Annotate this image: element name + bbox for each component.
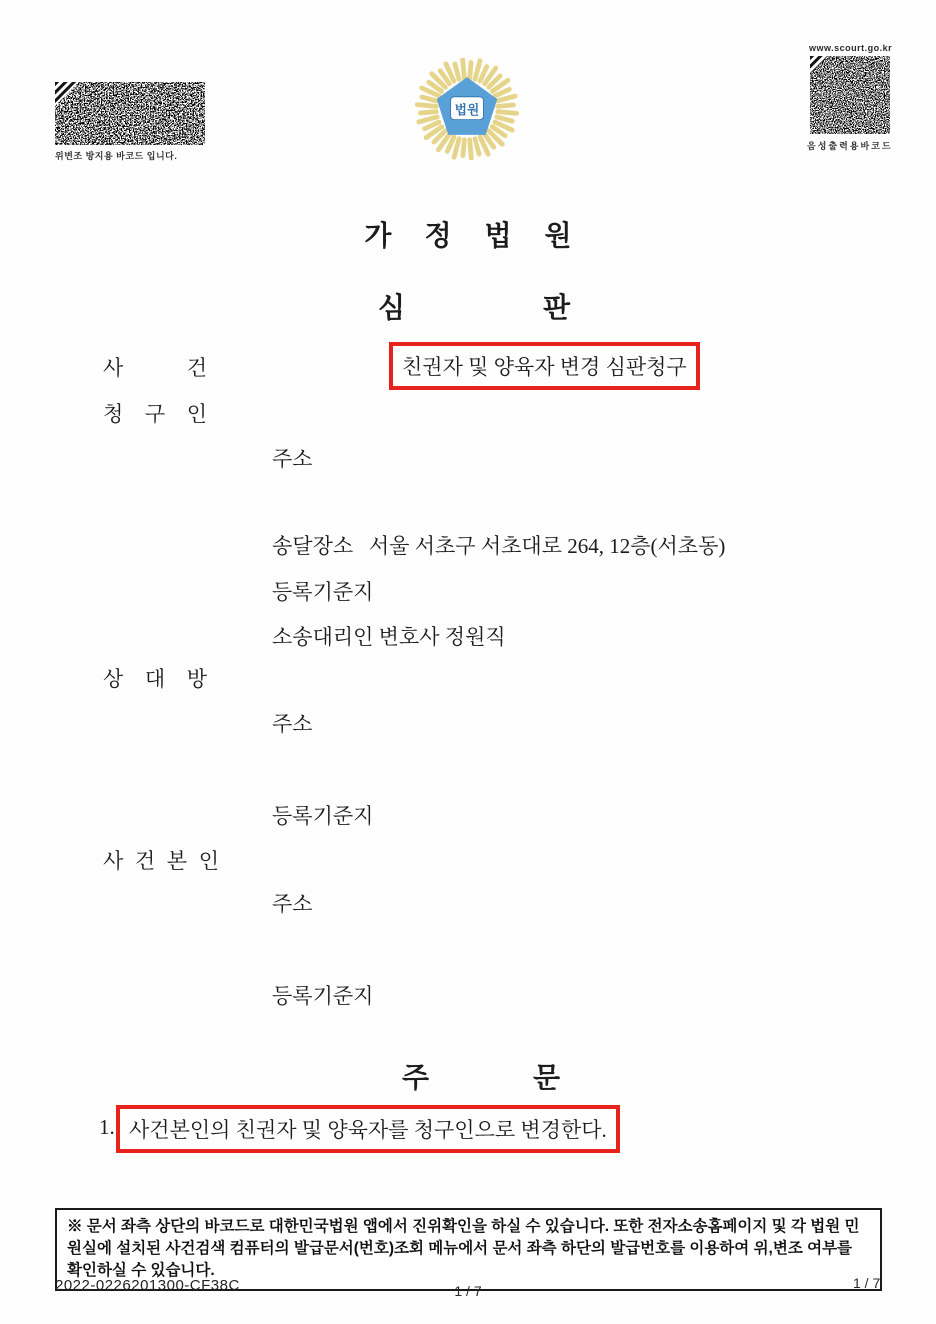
claimant-label: 청 구 인	[103, 402, 207, 426]
case-value-highlight	[389, 342, 700, 390]
respondent-label: 상 대 방	[103, 667, 207, 691]
case-label: 사 건	[103, 356, 207, 380]
page-number-center: 1 / 7	[454, 1283, 482, 1299]
order-title-char-1: 주	[402, 1063, 430, 1094]
doc-type-char-2: 판	[542, 293, 570, 324]
attorney-line: 소송대리인 변호사 정원직	[272, 625, 506, 649]
doc-type-char-1: 심	[378, 293, 406, 324]
order-title-char-2: 문	[532, 1063, 560, 1094]
page-number-right: 1 / 7	[853, 1275, 881, 1291]
anti-forgery-barcode-image	[55, 82, 205, 145]
order-item-number: 1.	[99, 1115, 115, 1139]
subject-label: 사 건 본 인	[103, 849, 219, 873]
order-section-title	[402, 1056, 560, 1096]
doc-type-title	[378, 286, 570, 326]
court-url: www.scourt.go.kr	[809, 43, 893, 53]
order-item-text: 사건본인의 친권자 및 양육자를 청구인으로 변경한다.	[116, 1105, 620, 1153]
order-item-highlight	[116, 1105, 620, 1153]
voice-barcode-caption: 음성출력용바코드	[807, 141, 893, 151]
anti-forgery-caption: 위변조 방지용 바코드 입니다.	[55, 151, 178, 161]
claimant-registry-label: 등록기준지	[272, 580, 374, 604]
court-name-title: 가 정 법 원	[364, 221, 585, 252]
court-emblem-logo	[413, 58, 521, 160]
case-value: 친권자 및 양육자 변경 심판청구	[389, 342, 700, 390]
subject-registry-label: 등록기준지	[272, 984, 374, 1008]
service-address: 송달장소 서울 서초구 서초대로 264, 12층(서초동)	[272, 534, 726, 558]
subject-address-label: 주소	[272, 892, 313, 916]
respondent-address-label: 주소	[272, 712, 313, 736]
issue-number: 2022-0226201300-CF38C	[55, 1277, 240, 1294]
verification-notice: ※ 문서 좌측 상단의 바코드로 대한민국법원 앱에서 진위확인을 하실 수 있습니다. 또한 전자소송홈페이지 및 각 법원 민원실에 설치된 사건검색 컴퓨터의 발급문서(번호)조회 메뉴에서 문서 좌측 하단의 발급번호를 이용하여 위,변조 여부를 확인하실 수 있습니다.	[55, 1208, 882, 1291]
respondent-registry-label: 등록기준지	[272, 804, 374, 828]
voice-output-barcode-image	[810, 56, 890, 134]
emblem-label: 법원	[454, 101, 480, 117]
claimant-address-label: 주소	[272, 447, 313, 471]
